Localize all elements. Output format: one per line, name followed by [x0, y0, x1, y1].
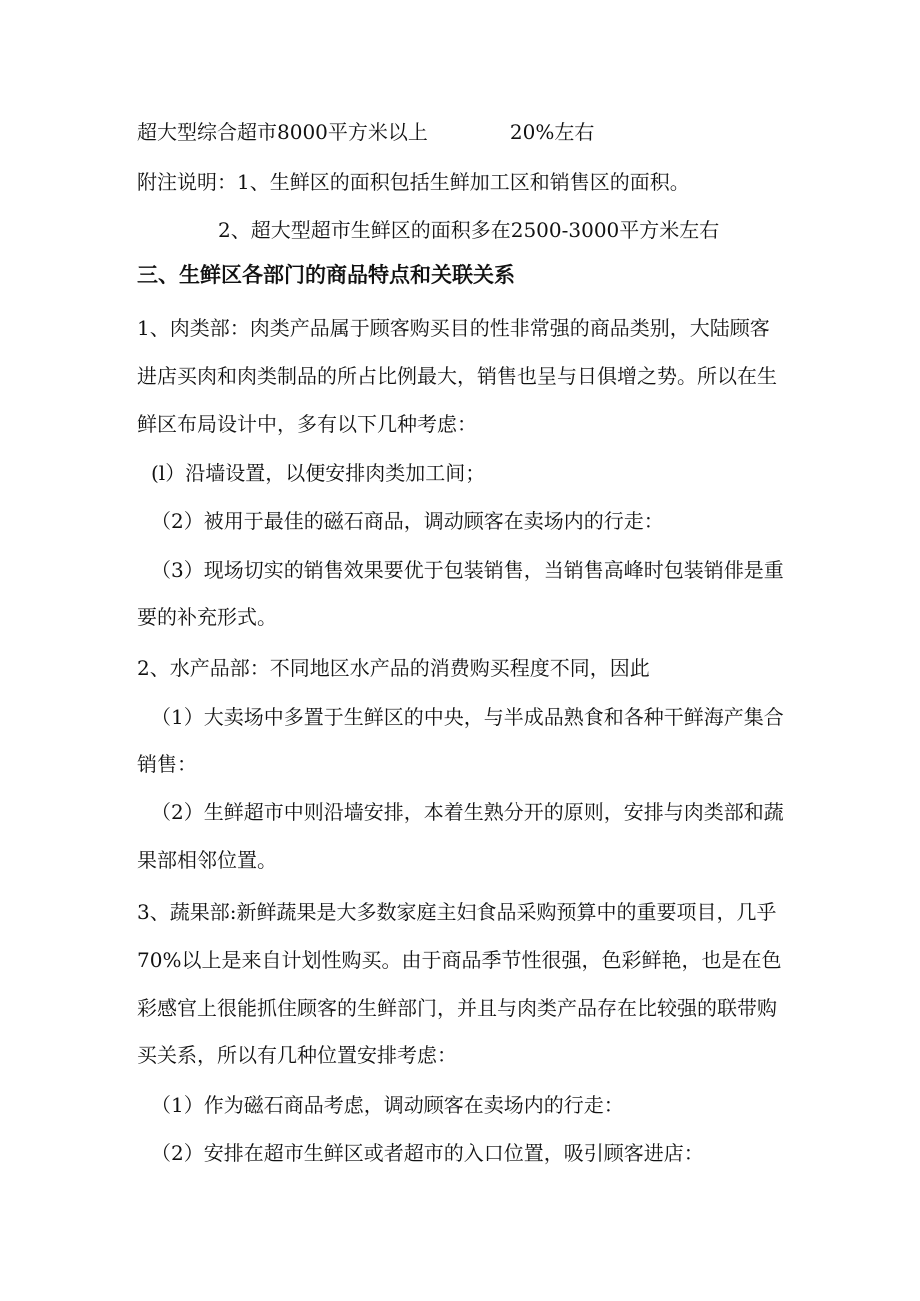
- meat-intro-line: 鲜区布局设计中，多有以下几种考虑：: [137, 412, 477, 436]
- section-heading: 三、生鲜区各部门的商品特点和关联关系: [137, 263, 515, 287]
- meat-item-continued: 要的补充形式。: [137, 605, 277, 629]
- ratio-cell: 20%左右: [509, 120, 595, 144]
- meat-item: （2）被用于最佳的磁石商品，调动顾客在卖场内的行走：: [151, 509, 664, 533]
- meat-intro-line: 1、肉类部：肉类产品属于顾客购买目的性非常强的商品类别，大陆顾客: [137, 316, 770, 340]
- aquatic-item-continued: 销售：: [137, 752, 197, 776]
- table-row: [137, 118, 594, 146]
- produce-intro-line: 70%以上是来自计划性购买。由于商品季节性很强，色彩鲜艳，也是在色: [137, 948, 782, 972]
- produce-intro-line: 3、蔬果部:新鲜蔬果是大多数家庭主妇食品采购预算中的重要项目，几乎: [137, 900, 777, 924]
- produce-item: （2）安排在超市生鲜区或者超市的入口位置，吸引顾客进店：: [151, 1141, 704, 1165]
- store-type-cell: 超大型综合超市8000平方米以上: [137, 120, 428, 144]
- aquatic-intro-line: 2、水产品部：不同地区水产品的消费购买程度不同，因此: [137, 656, 650, 680]
- produce-intro-line: 彩感官上很能抓住顾客的生鲜部门，并且与肉类产品存在比较强的联带购: [137, 996, 777, 1020]
- meat-intro-line: 进店买肉和肉类制品的所占比例最大，销售也呈与日俱增之势。所以在生: [137, 364, 777, 388]
- aquatic-item-continued: 果部相邻位置。: [137, 848, 277, 872]
- meat-item: （3）现场切实的销售效果要优于包装销售，当销售高峰时包装销俳是重: [151, 558, 784, 582]
- produce-item: （1）作为磁石商品考虑，调动顾客在卖场内的行走：: [151, 1093, 624, 1117]
- meat-item: (l）沿墙设置，以便安排肉类加工间；: [151, 461, 486, 485]
- produce-intro-line: 买关系，所以有几种位置安排考虑：: [137, 1043, 457, 1067]
- note-line-2: 2、超大型超市生鲜区的面积多在2500-3000平方米左右: [218, 218, 720, 242]
- aquatic-item: （2）生鲜超市中则沿墙安排，本着生熟分开的原则，安排与肉类部和蔬: [151, 800, 784, 824]
- note-line-1: 附注说明：1、生鲜区的面积包括生鲜加工区和销售区的面积。: [137, 170, 690, 194]
- aquatic-item: （1）大卖场中多置于生鲜区的中央，与半成品熟食和各种干鲜海产集合: [151, 705, 784, 729]
